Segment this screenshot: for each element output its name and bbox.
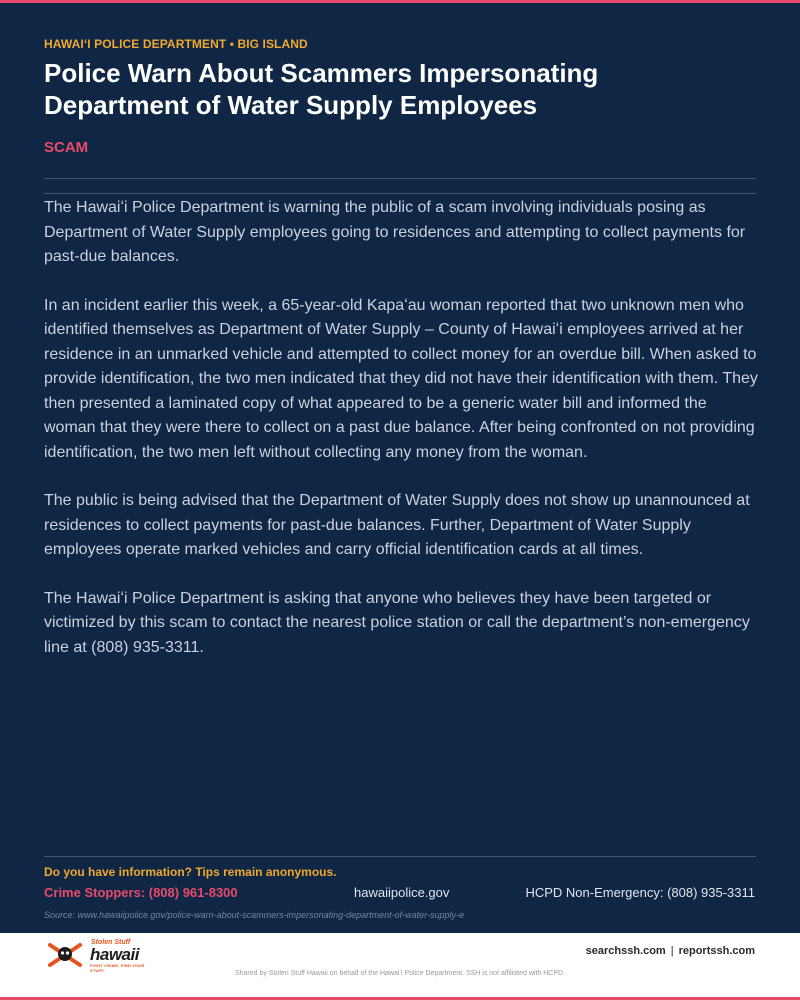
- disclaimer: Shared by Stolen Stuff Hawaii on behalf of the Hawaiʻi Police Department. SSH is not affiliated with HCPD.: [234, 970, 566, 977]
- logo-text-big: hawaii: [90, 945, 139, 964]
- divider: [44, 193, 756, 194]
- logo-tagline: FIGHT CRIME. FIND YOUR STUFF.: [90, 963, 145, 973]
- divider: [44, 856, 756, 857]
- reportssh-link[interactable]: reportssh.com: [678, 945, 755, 957]
- footer: [0, 933, 800, 997]
- footer-links: [586, 945, 755, 957]
- headline: Police Warn About Scammers Impersonating Department of Water Supply Employees: [44, 58, 599, 120]
- paragraph: The Hawaiʻi Police Department is asking that anyone who believes they have been targeted or victimized by this scam to contact the nearest police station or call the department’s non-emergency line at (808) 935-3311.: [44, 589, 750, 656]
- category-tag: SCAM: [44, 139, 89, 156]
- logo-text-small: Stolen Stuff: [91, 939, 131, 946]
- article-body: [44, 196, 760, 684]
- link-separator: |: [670, 945, 674, 957]
- tips-question: Do you have information? Tips remain anonymous.: [44, 865, 337, 879]
- searchssh-link[interactable]: searchssh.com: [585, 945, 666, 957]
- paragraph: The Hawaiʻi Police Department is warning the public of a scam involving individuals posing as Department of Water Supply employees going to residences and attempting to collect payments for past-due balances.: [44, 199, 746, 265]
- paragraph: The public is being advised that the Department of Water Supply does not show up unannounced at residences to collect payments for past-due balances. Further, Department of Water Supply employees operate marked vehicles and carry official identification cards at all times.: [44, 492, 750, 558]
- website-link[interactable]: hawaiipolice.gov: [354, 885, 450, 900]
- non-emergency-phone[interactable]: HCPD Non-Emergency: (808) 935-3311: [525, 885, 755, 900]
- stolen-stuff-hawaii-logo[interactable]: [46, 939, 156, 973]
- paragraph: In an incident earlier this week, a 65-year-old Kapaʻau woman reported that two unknown men who identified themselves as Department of Water Supply – County of Hawaiʻi employees arrived at her residence in an unmarked vehicle and attempted to collect money for an overdue bill. When asked to provide identification, the two men indicated that they did not have their identification with them. They then presented a laminated copy of what appeared to be a generic water bill and informed the woman that they were there to collect on a past due balance. After being confronted on not providing identification, the two men left without collecting any money from the woman.: [44, 296, 758, 461]
- divider: [44, 178, 756, 179]
- agency-label: HAWAIʻI POLICE DEPARTMENT • BIG ISLAND: [44, 37, 308, 51]
- crime-stoppers-phone[interactable]: Crime Stoppers: (808) 961-8300: [44, 885, 238, 900]
- bulletin-panel: [0, 3, 800, 933]
- source-link[interactable]: Source: www.hawaiipolice.gov/police-warn-about-scammers-impersonating-department-of-water-supply-e: [44, 910, 465, 920]
- crossed-bones-icon: [46, 941, 86, 969]
